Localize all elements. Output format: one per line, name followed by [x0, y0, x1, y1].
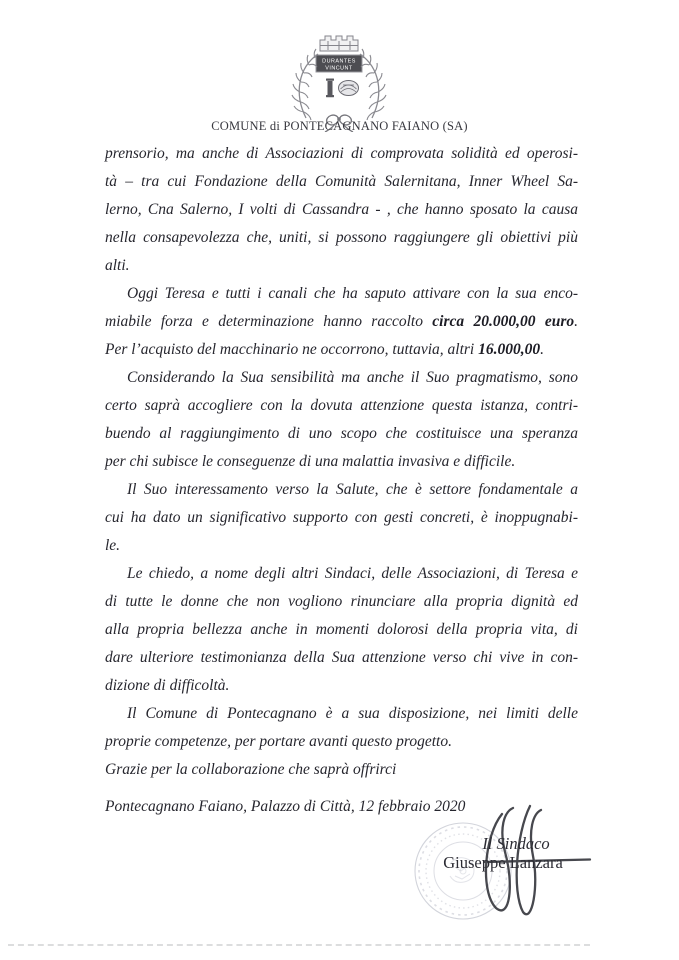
letter-line [105, 476, 578, 504]
letter-line [105, 392, 578, 420]
letter-text: miabile forza e determinazione hanno raccolto [105, 313, 433, 330]
letter-text: Il Suo interessamento verso la Salute, che è settore fondamentale a [127, 481, 578, 498]
motto-banner [316, 55, 362, 72]
letter-line [105, 252, 578, 280]
coat-of-arms-graphic [282, 28, 396, 132]
emphasized-amount: circa 20.000,00 euro [432, 313, 575, 330]
letter-line [105, 308, 578, 336]
letter-text: Oggi Teresa e tutti i canali che ha saputo attivare con la sua enco- [127, 285, 578, 302]
letter-text: dizione di difficoltà. [105, 677, 230, 694]
comune-name: COMUNE di PONTECAGNANO FAIANO (SA) [211, 119, 468, 133]
letter-text: dare ulteriore testimonianza della Sua attenzione verso chi vive in con- [105, 649, 578, 666]
wreath-left [292, 49, 318, 120]
coat-of-arms [282, 28, 396, 132]
letter-line [105, 336, 578, 364]
wreath-right [360, 49, 386, 120]
letter-text: . [574, 313, 578, 330]
letter-text: le. [105, 537, 121, 554]
letter-line [105, 700, 578, 728]
letter-text: buendo al raggiungimento di uno scopo che costituisce una speranza [105, 425, 578, 442]
letter-text: di tutte le donne che non vogliono rinunciare alla propria dignità ed [105, 593, 578, 610]
letter-text: prensorio, ma anche di Associazioni di comprovata solidità ed operosi- [105, 145, 578, 162]
letter-line [105, 644, 578, 672]
signature-role: Il Sindaco [482, 834, 550, 853]
column-emblem-icon [326, 79, 334, 98]
letter-line [105, 532, 578, 560]
date-place-line: Pontecagnano Faiano, Palazzo di Città, 12 febbraio 2020 [105, 798, 466, 815]
letter-line [105, 140, 578, 168]
letter-text: cui ha dato un significativo supporto con gesti concreti, è inoppugnabi- [105, 509, 578, 526]
letter-line [105, 364, 578, 392]
letter-text: Grazie per la collaborazione che saprà offrirci [105, 761, 397, 778]
letter-text: alla propria bellezza anche in momenti dolorosi della propria vita, di [105, 621, 578, 638]
crown-icon [320, 36, 358, 51]
emphasized-amount: 16.000,00 [478, 341, 541, 358]
letter-text: Il Comune di Pontecagnano è a sua disposizione, nei limiti delle [127, 705, 578, 722]
letter-text: proprie competenze, per portare avanti questo progetto. [105, 733, 452, 750]
letter-line [105, 224, 578, 252]
motto-line-1: DURANTES [322, 58, 356, 65]
letter-text: Considerando la Sua sensibilità ma anche il Suo pragmatismo, sono [127, 369, 578, 386]
signature-block [400, 800, 679, 960]
medallion-emblem-icon [339, 81, 359, 96]
letter-line [105, 196, 578, 224]
letter-line [105, 560, 578, 588]
letter-line [105, 672, 578, 700]
letter-line [105, 420, 578, 448]
letter-line [105, 616, 578, 644]
letter-line [105, 588, 578, 616]
scan-artifact-line [8, 944, 590, 946]
letter-line [105, 504, 578, 532]
letter-line [105, 168, 578, 196]
letter-text: per chi subisce le conseguenze di una malattia invasiva e difficile. [105, 453, 516, 470]
letter-text: Le chiedo, a nome degli altri Sindaci, delle Associazioni, di Teresa e [127, 565, 578, 582]
letter-line [105, 756, 578, 784]
letter-text: nella consapevolezza che, uniti, si possono raggiungere gli obiettivi più [105, 229, 578, 246]
letter-text: certo saprà accogliere con la dovuta attenzione questa istanza, contri- [105, 397, 578, 414]
letter-line [105, 448, 578, 476]
letter-body [105, 140, 578, 784]
letter-line [105, 728, 578, 756]
signature-name: Giuseppe Lanzara [443, 853, 563, 872]
letter-line [105, 280, 578, 308]
motto-line-2: VINCUNT [325, 65, 353, 72]
letter-text: lerno, Cna Salerno, I volti di Cassandra - , che hanno sposato la causa [105, 201, 578, 218]
letter-text: alti. [105, 257, 130, 274]
letter-text: tà – tra cui Fondazione della Comunità Salernitana, Inner Wheel Sa- [105, 173, 578, 190]
letter-text: . [540, 341, 544, 358]
letter-text: Per l’acquisto del macchinario ne occorrono, tuttavia, altri [105, 341, 479, 358]
